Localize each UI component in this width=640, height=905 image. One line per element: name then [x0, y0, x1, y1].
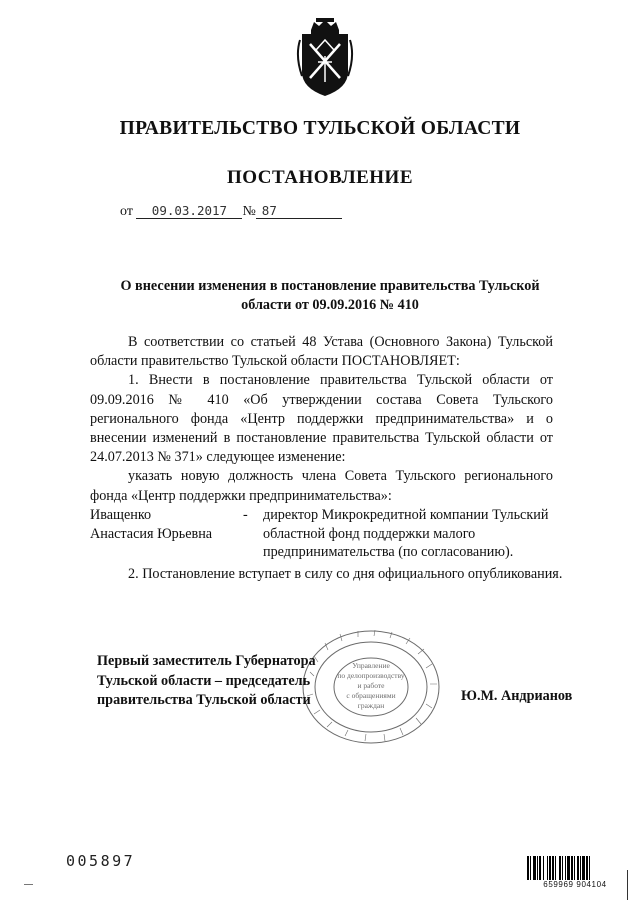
point-1-sub-paragraph: указать новую должность члена Совета Тульского регионального фонда «Центр поддержки предпринимательства»:	[90, 468, 553, 504]
signatory-title-line-1: Первый заместитель Губернатора	[97, 653, 316, 669]
member-dash: -	[243, 507, 248, 523]
barcode-number: 659969 904104	[527, 880, 623, 890]
signatory-title-line-3: правительства Тульской области	[97, 692, 311, 708]
margin-dash	[24, 884, 33, 885]
stamp-line-5: граждан	[357, 701, 385, 710]
edge-mark	[627, 870, 628, 900]
stamp-line-1: Управление	[352, 661, 390, 670]
signatory-name: Ю.М. Андрианов	[461, 688, 573, 704]
decree-title: ПОСТАНОВЛЕНИЕ	[226, 167, 414, 188]
decree-subject: О внесении изменения в постановление правительства Тульской области от 09.09.2016 № 410	[120, 278, 540, 313]
government-title: ПРАВИТЕЛЬСТВО ТУЛЬСКОЙ ОБЛАСТИ	[119, 118, 521, 139]
preamble-paragraph: В соответствии со статьей 48 Устава (Основного Закона) Тульской области правительство Тульской области ПОСТАНОВЛЯЕТ:	[90, 334, 553, 370]
from-label: от	[120, 204, 133, 219]
serial-number: 005897	[66, 852, 136, 870]
point-2-paragraph: 2. Постановление вступает в силу со дня официального опубликования.	[128, 566, 563, 582]
stamp-line-2: по делопроизводству	[337, 671, 405, 680]
stamp-line-3: и работе	[357, 681, 385, 690]
decree-body	[90, 333, 553, 506]
signatory-title	[97, 652, 316, 711]
member-position: директор Микрокредитной компании Тульский областной фонд поддержки малого предпринимательства (по согласованию).	[263, 507, 549, 560]
coat-of-arms-icon	[294, 16, 356, 98]
signatory-title-line-2: Тульской области – председатель	[97, 672, 311, 689]
official-stamp	[300, 628, 442, 746]
stamp-line-4: с обращениями	[346, 691, 396, 700]
decree-date: 09.03.2017	[136, 204, 242, 219]
date-number-line	[120, 204, 342, 220]
member-given-name: Анастасия Юрьевна	[90, 525, 213, 542]
decree-number: 87	[256, 204, 342, 219]
point-1-paragraph: 1. Внести в постановление правительства Тульской области от 09.09.2016 № 410 «Об утверждении состава Совета Тульского регионального фонда «Центр поддержки предпринимательства» и о внесении изменений в постановление правительства Тульской области от 24.07.2013 № 371» следующее изменение:	[90, 372, 553, 466]
member-name-cell	[90, 506, 240, 543]
number-label: №	[242, 204, 256, 219]
member-surname: Иващенко	[90, 507, 152, 523]
